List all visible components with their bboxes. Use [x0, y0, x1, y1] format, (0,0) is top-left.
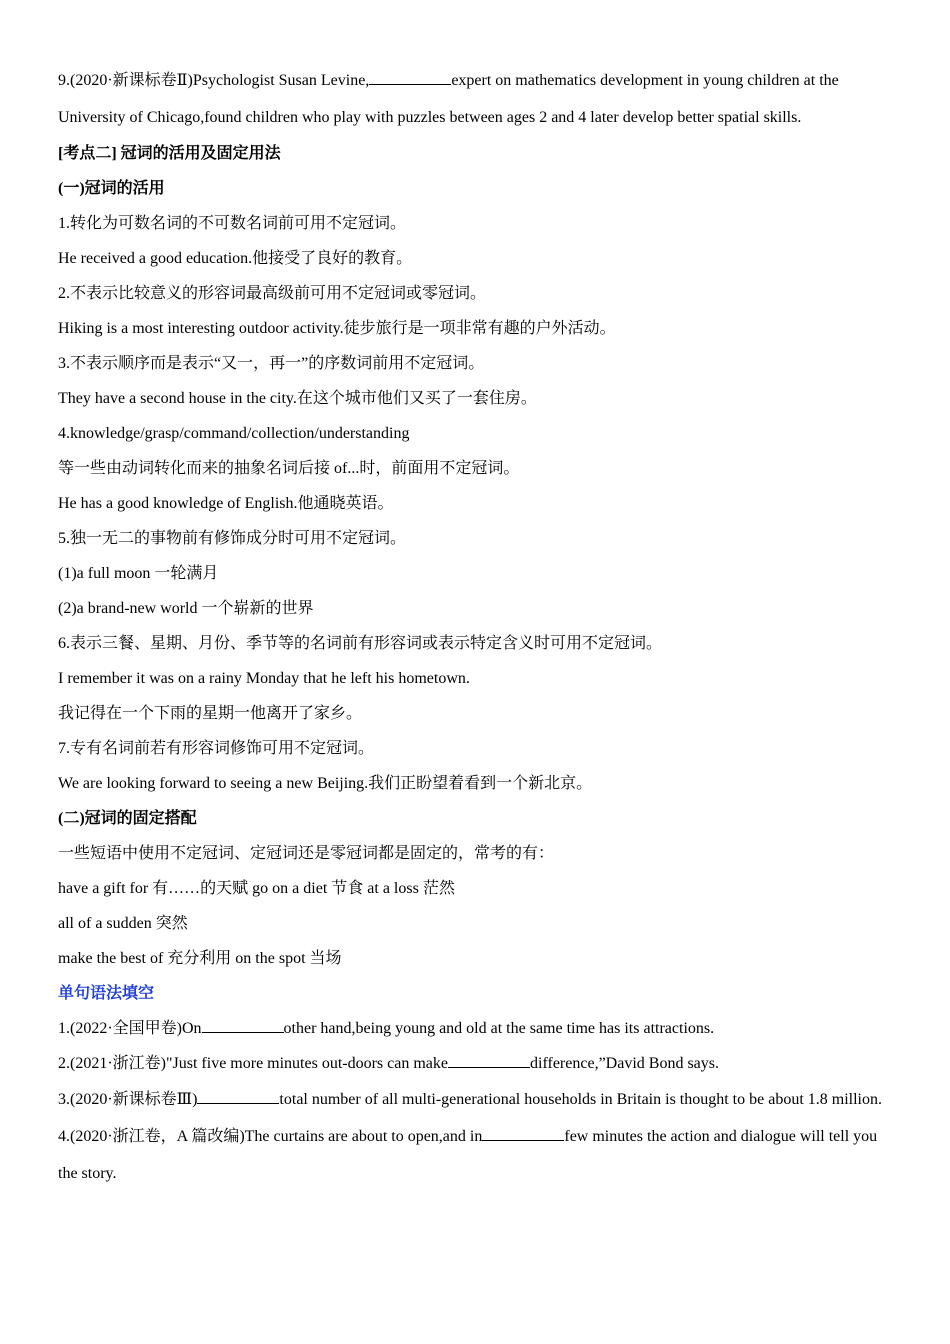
- exercise-item: [58, 1081, 893, 1118]
- section-title-2: [考点二] 冠词的活用及固定用法: [58, 145, 281, 162]
- exercise-item: [58, 1046, 893, 1081]
- answer-blank: [482, 1126, 564, 1141]
- exercise-title: 单句语法填空: [58, 985, 155, 1002]
- rule-line: 2.不表示比较意义的形容词最高级前可用不定冠词或零冠词。: [58, 285, 487, 302]
- answer-blank: [197, 1089, 279, 1104]
- example-line: He received a good education.他接受了良好的教育。: [58, 250, 413, 267]
- exercise-text-before: 3.(2020·新课标卷Ⅲ): [58, 1091, 198, 1108]
- question-9-text-after: expert on mathematics development in young children at the University of Chicago,found children who play with puzzles between ages 2 and 4 later develop better spatial skills.: [58, 72, 839, 126]
- exercise-text-after: few minutes the action and dialogue will tell you the story.: [58, 1128, 878, 1182]
- document-page: [58, 62, 893, 1192]
- subsection-title-2: (二)冠词的固定搭配: [58, 810, 197, 827]
- fixed-phrase-line: all of a sudden 突然: [58, 915, 188, 932]
- example-line: Hiking is a most interesting outdoor activity.徒步旅行是一项非常有趣的户外活动。: [58, 320, 616, 337]
- subsection-title-1: (一)冠词的活用: [58, 180, 165, 197]
- fixed-phrase-line: make the best of 充分利用 on the spot 当场: [58, 950, 342, 967]
- rule-line: 1.转化为可数名词的不可数名词前可用不定冠词。: [58, 215, 407, 232]
- answer-blank: [448, 1053, 530, 1068]
- exercise-item: [58, 1118, 893, 1192]
- exercise-text-after: other hand,being young and old at the same time has its attractions.: [283, 1020, 715, 1037]
- question-9: [58, 62, 893, 136]
- example-line: (1)a full moon 一轮满月: [58, 565, 219, 582]
- exercise-text-before: 2.(2021·浙江卷)"Just five more minutes out-doors can make: [58, 1055, 449, 1072]
- example-line: We are looking forward to seeing a new Beijing.我们正盼望着看到一个新北京。: [58, 775, 593, 792]
- answer-blank: [369, 70, 451, 85]
- answer-blank: [202, 1018, 284, 1033]
- rule-line: 7.专有名词前若有形容词修饰可用不定冠词。: [58, 740, 375, 757]
- example-line: 我记得在一个下雨的星期一他离开了家乡。: [58, 705, 363, 722]
- example-line: He has a good knowledge of English.他通晓英语。: [58, 495, 394, 512]
- exercise-text-before: 1.(2022·全国甲卷)On: [58, 1020, 202, 1037]
- rule-line: 等一些由动词转化而来的抽象名词后接 of...时，前面用不定冠词。: [58, 460, 520, 477]
- rule-line: 4.knowledge/grasp/command/collection/understanding: [58, 425, 410, 442]
- fixed-phrase-line: have a gift for 有……的天赋 go on a diet 节食 at a loss 茫然: [58, 880, 455, 897]
- exercise-item: [58, 1011, 893, 1046]
- example-line: They have a second house in the city.在这个城市他们又买了一套住房。: [58, 390, 537, 407]
- rule-line: 6.表示三餐、星期、月份、季节等的名词前有形容词或表示特定含义时可用不定冠词。: [58, 635, 663, 652]
- exercise-text-after: total number of all multi-generational households in Britain is thought to be about 1.8 million.: [279, 1091, 882, 1108]
- exercise-text-before: 4.(2020·浙江卷，A 篇改编)The curtains are about to open,and in: [58, 1128, 483, 1145]
- exercise-text-after: difference,”David Bond says.: [530, 1055, 719, 1072]
- example-line: I remember it was on a rainy Monday that he left his hometown.: [58, 670, 470, 687]
- rule-line: 5.独一无二的事物前有修饰成分时可用不定冠词。: [58, 530, 407, 547]
- fixed-phrase-line: 一些短语中使用不定冠词、定冠词还是零冠词都是固定的，常考的有：: [58, 845, 555, 862]
- example-line: (2)a brand-new world 一个崭新的世界: [58, 600, 314, 617]
- rule-line: 3.不表示顺序而是表示“又一，再一”的序数词前用不定冠词。: [58, 355, 485, 372]
- question-9-text-before: 9.(2020·新课标卷Ⅱ)Psychologist Susan Levine,: [58, 72, 370, 89]
